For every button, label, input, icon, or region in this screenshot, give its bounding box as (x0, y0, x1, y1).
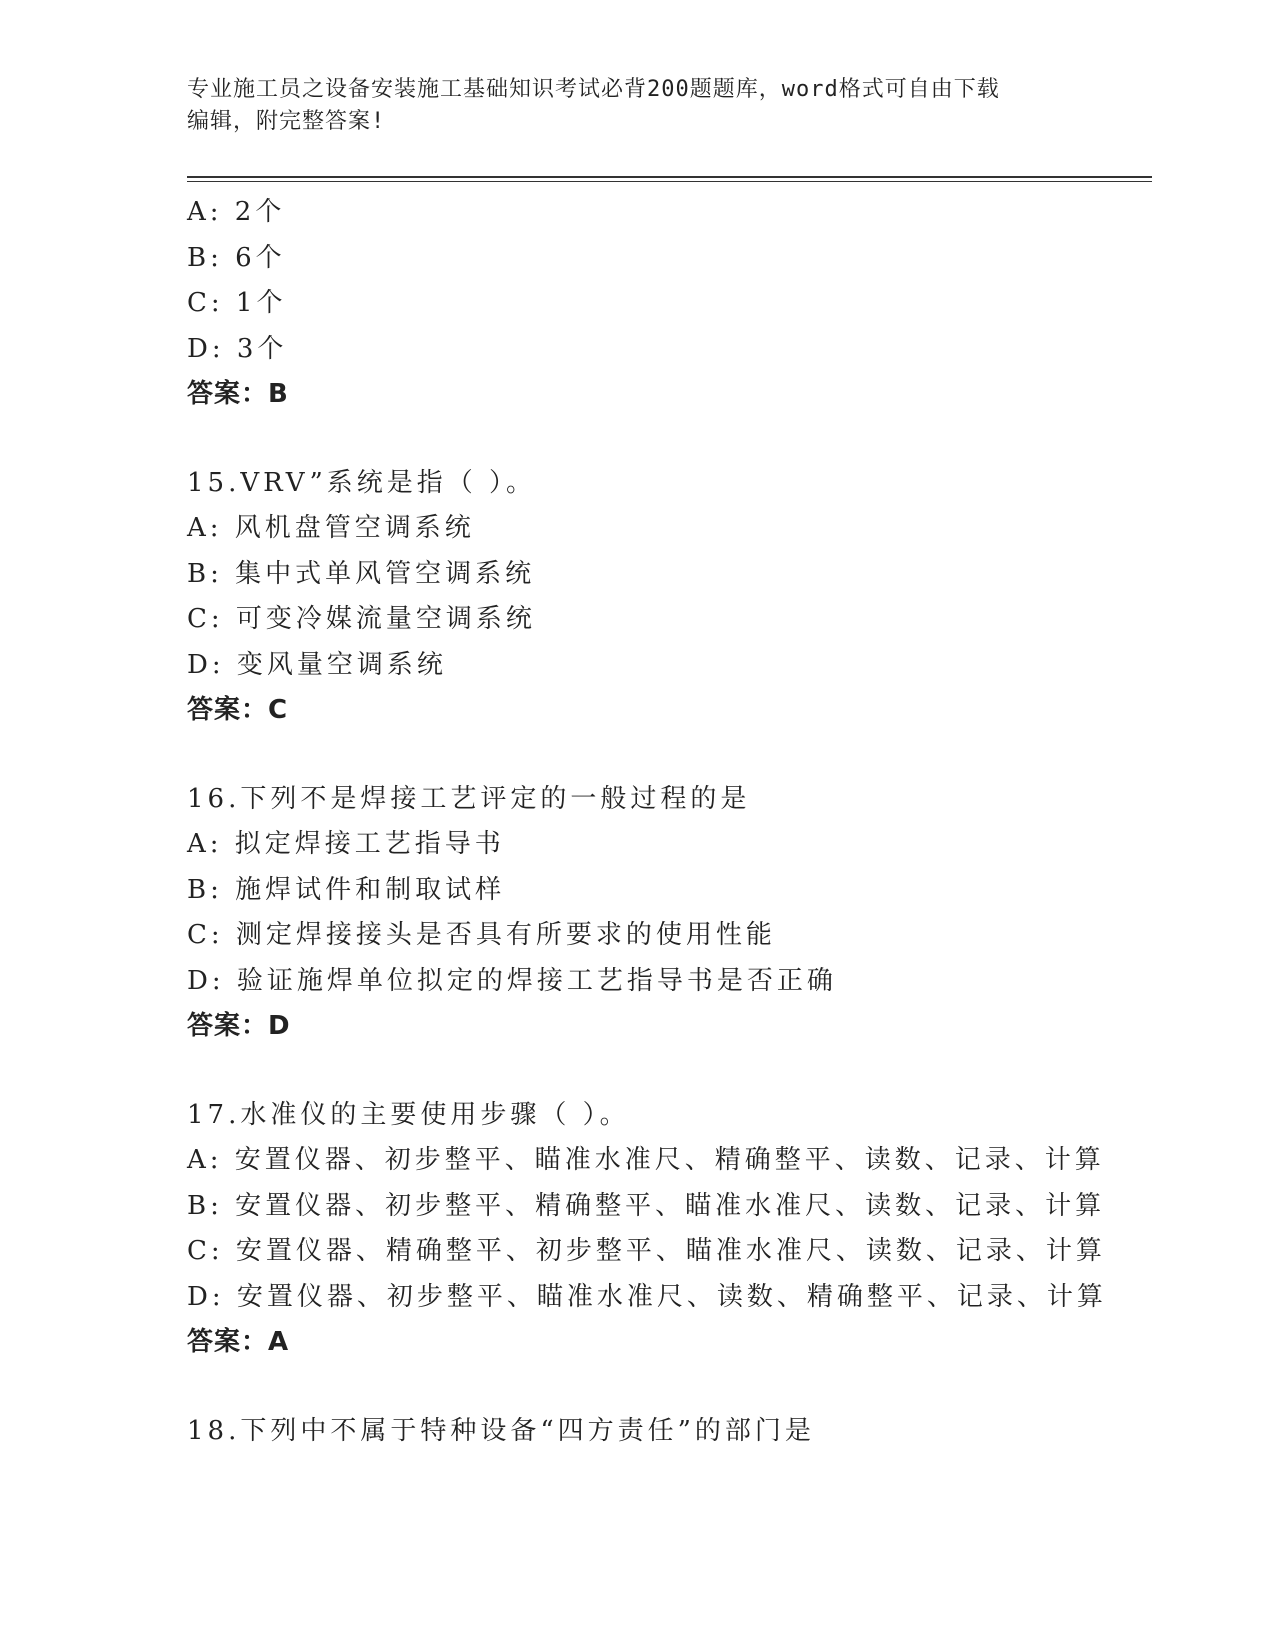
option-b: B: 安置仪器、初步整平、精确整平、瞄准水准尺、读数、记录、计算 (187, 1190, 1106, 1221)
option-b: B: 施焊试件和制取试样 (187, 874, 506, 905)
header-divider-thin (187, 181, 1152, 182)
answer: 答案：A (187, 1327, 290, 1357)
question-17 (187, 1093, 1147, 1366)
option-c: C: 可变冷媒流量空调系统 (187, 604, 536, 634)
header-line-2: 编辑，附完整答案! (187, 109, 386, 134)
answer: 答案：C (187, 695, 289, 725)
question-16 (187, 777, 1147, 1050)
option-c: C: 测定焊接接头是否具有所要求的使用性能 (187, 920, 776, 950)
option-b: B: 6个 (187, 242, 286, 273)
option-c: C: 1个 (187, 288, 287, 318)
option-d: D: 3个 (187, 333, 288, 364)
question-stem: 17.水准仪的主要使用步骤（ ）。 (187, 1099, 630, 1130)
question-stem: 16.下列不是焊接工艺评定的一般过程的是 (187, 783, 751, 814)
option-a: A: 风机盘管空调系统 (187, 513, 475, 543)
header-divider-thick (187, 176, 1152, 178)
question-stem: 15.VRV”系统是指（ ）。 (187, 467, 537, 498)
question-18 (187, 1409, 1147, 1455)
question-14 (187, 190, 1147, 418)
option-b: B: 集中式单风管空调系统 (187, 558, 536, 589)
question-15 (187, 461, 1147, 734)
option-a: A: 安置仪器、初步整平、瞄准水准尺、精确整平、读数、记录、计算 (187, 1145, 1105, 1175)
option-d: D: 变风量空调系统 (187, 649, 447, 680)
option-c: C: 安置仪器、精确整平、初步整平、瞄准水准尺、读数、记录、计算 (187, 1236, 1106, 1266)
option-d: D: 验证施焊单位拟定的焊接工艺指导书是否正确 (187, 965, 837, 996)
question-stem: 18.下列中不属于特种设备“四方责任”的部门是 (187, 1415, 815, 1446)
option-d: D: 安置仪器、初步整平、瞄准水准尺、读数、精确整平、记录、计算 (187, 1281, 1107, 1312)
header-line-1: 专业施工员之设备安装施工基础知识考试必背200题题库，word格式可自由下载 (187, 77, 1000, 102)
option-a: A: 2个 (187, 197, 286, 227)
option-a: A: 拟定焊接工艺指导书 (187, 829, 505, 859)
answer: 答案：B (187, 379, 289, 409)
answer: 答案：D (187, 1011, 291, 1041)
document-header (187, 74, 1077, 138)
question-list (187, 190, 1147, 1454)
